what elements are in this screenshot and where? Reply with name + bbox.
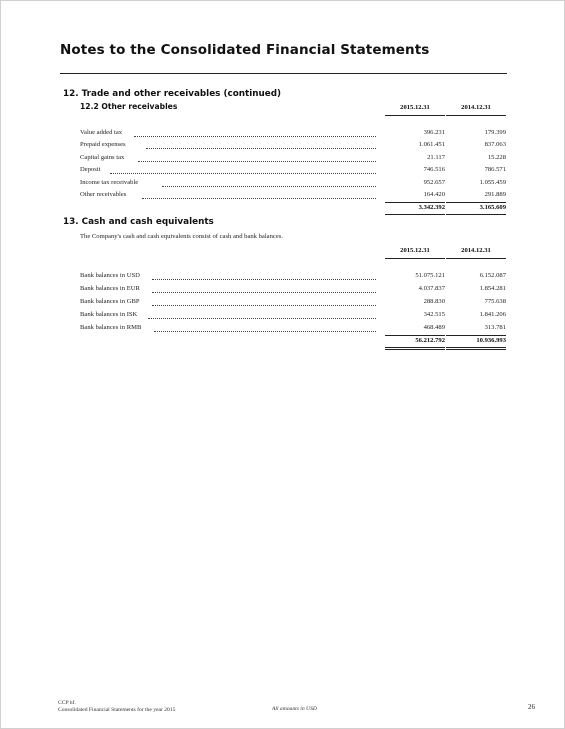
row-label: Deposit xyxy=(80,166,101,173)
table-row xyxy=(80,179,506,191)
note-13-title: 13. Cash and cash equivalents xyxy=(63,217,214,227)
total-2015: 56.212.792 xyxy=(415,337,445,344)
column-header-underline xyxy=(385,115,445,116)
total-double-line xyxy=(446,349,506,350)
table-row xyxy=(80,166,506,178)
table-row xyxy=(80,129,506,141)
value-2014: 1.841.206 xyxy=(479,311,506,318)
dot-leader xyxy=(146,148,376,149)
column-header-2015: 2015.12.31 xyxy=(400,247,430,254)
dot-leader xyxy=(152,305,376,306)
total-line xyxy=(446,347,506,348)
total-2014: 3.165.609 xyxy=(479,204,506,211)
total-2015: 3.342.392 xyxy=(418,204,445,211)
table-row xyxy=(80,298,506,310)
value-2014: 1.055.459 xyxy=(479,179,506,186)
subtotal-line xyxy=(385,202,445,203)
column-header-2014: 2014.12.31 xyxy=(461,104,491,111)
total-2014: 10.936.993 xyxy=(476,337,506,344)
value-2015: 746.516 xyxy=(423,166,445,173)
column-header-2014: 2014.12.31 xyxy=(461,247,491,254)
note-13-intro: The Company's cash and cash equivalents consist of cash and bank balances. xyxy=(80,233,283,240)
total-double-line xyxy=(385,349,445,350)
total-line xyxy=(446,214,506,215)
row-label: Bank balances in ISK xyxy=(80,311,138,318)
row-label: Bank balances in GBP xyxy=(80,298,140,305)
page-title: Notes to the Consolidated Financial Statements xyxy=(60,42,430,58)
note-12-subtitle: 12.2 Other receivables xyxy=(80,102,178,111)
row-label: Value added tax xyxy=(80,129,123,136)
title-divider xyxy=(60,73,507,74)
value-2014: 786.571 xyxy=(484,166,506,173)
dot-leader xyxy=(154,331,376,332)
footer-amounts-note: All amounts in USD xyxy=(272,706,317,712)
dot-leader xyxy=(134,136,376,137)
subtotal-line xyxy=(446,335,506,336)
page-number: 26 xyxy=(528,703,535,711)
value-2015: 51.075.121 xyxy=(415,272,445,279)
total-line xyxy=(385,214,445,215)
dot-leader xyxy=(110,173,376,174)
value-2015: 396.231 xyxy=(423,129,445,136)
table-row xyxy=(80,154,506,166)
row-label: Bank balances in RMB xyxy=(80,324,142,331)
value-2015: 4.037.837 xyxy=(418,285,445,292)
value-2015: 342.515 xyxy=(423,311,445,318)
column-header-underline xyxy=(385,258,445,259)
table-row xyxy=(80,285,506,297)
value-2014: 179.399 xyxy=(484,129,506,136)
column-header-underline xyxy=(446,258,506,259)
dot-leader xyxy=(142,198,376,199)
value-2015: 1.061.451 xyxy=(418,141,445,148)
column-header-underline xyxy=(446,115,506,116)
row-label: Bank balances in EUR xyxy=(80,285,140,292)
total-line xyxy=(385,347,445,348)
table-row xyxy=(80,141,506,153)
value-2014: 1.854.281 xyxy=(479,285,506,292)
table-row xyxy=(80,272,506,284)
subtotal-line xyxy=(385,335,445,336)
column-header-2015: 2015.12.31 xyxy=(400,104,430,111)
dot-leader xyxy=(148,318,376,319)
value-2014: 291.889 xyxy=(484,191,506,198)
subtotal-line xyxy=(446,202,506,203)
footer-company: CCP hf. xyxy=(58,700,76,706)
table-row xyxy=(80,311,506,323)
value-2014: 837.063 xyxy=(484,141,506,148)
row-label: Bank balances in USD xyxy=(80,272,140,279)
row-label: Capital gains tax xyxy=(80,154,125,161)
row-label: Prepaid expenses xyxy=(80,141,126,148)
footer-document-title: Consolidated Financial Statements for the year 2015 xyxy=(58,707,176,713)
row-label: Income tax receivable xyxy=(80,179,139,186)
value-2015: 468.489 xyxy=(423,324,445,331)
value-2015: 952.657 xyxy=(423,179,445,186)
dot-leader xyxy=(152,292,376,293)
dot-leader xyxy=(162,186,376,187)
value-2014: 313.781 xyxy=(484,324,506,331)
value-2015: 21.117 xyxy=(427,154,445,161)
row-label: Other receivables xyxy=(80,191,127,198)
dot-leader xyxy=(152,279,376,280)
value-2015: 288.830 xyxy=(423,298,445,305)
note-12-title: 12. Trade and other receivables (continued) xyxy=(63,89,282,99)
dot-leader xyxy=(138,161,376,162)
value-2014: 15.228 xyxy=(487,154,506,161)
value-2014: 775.638 xyxy=(484,298,506,305)
value-2015: 164.420 xyxy=(423,191,445,198)
value-2014: 6.152.087 xyxy=(479,272,506,279)
